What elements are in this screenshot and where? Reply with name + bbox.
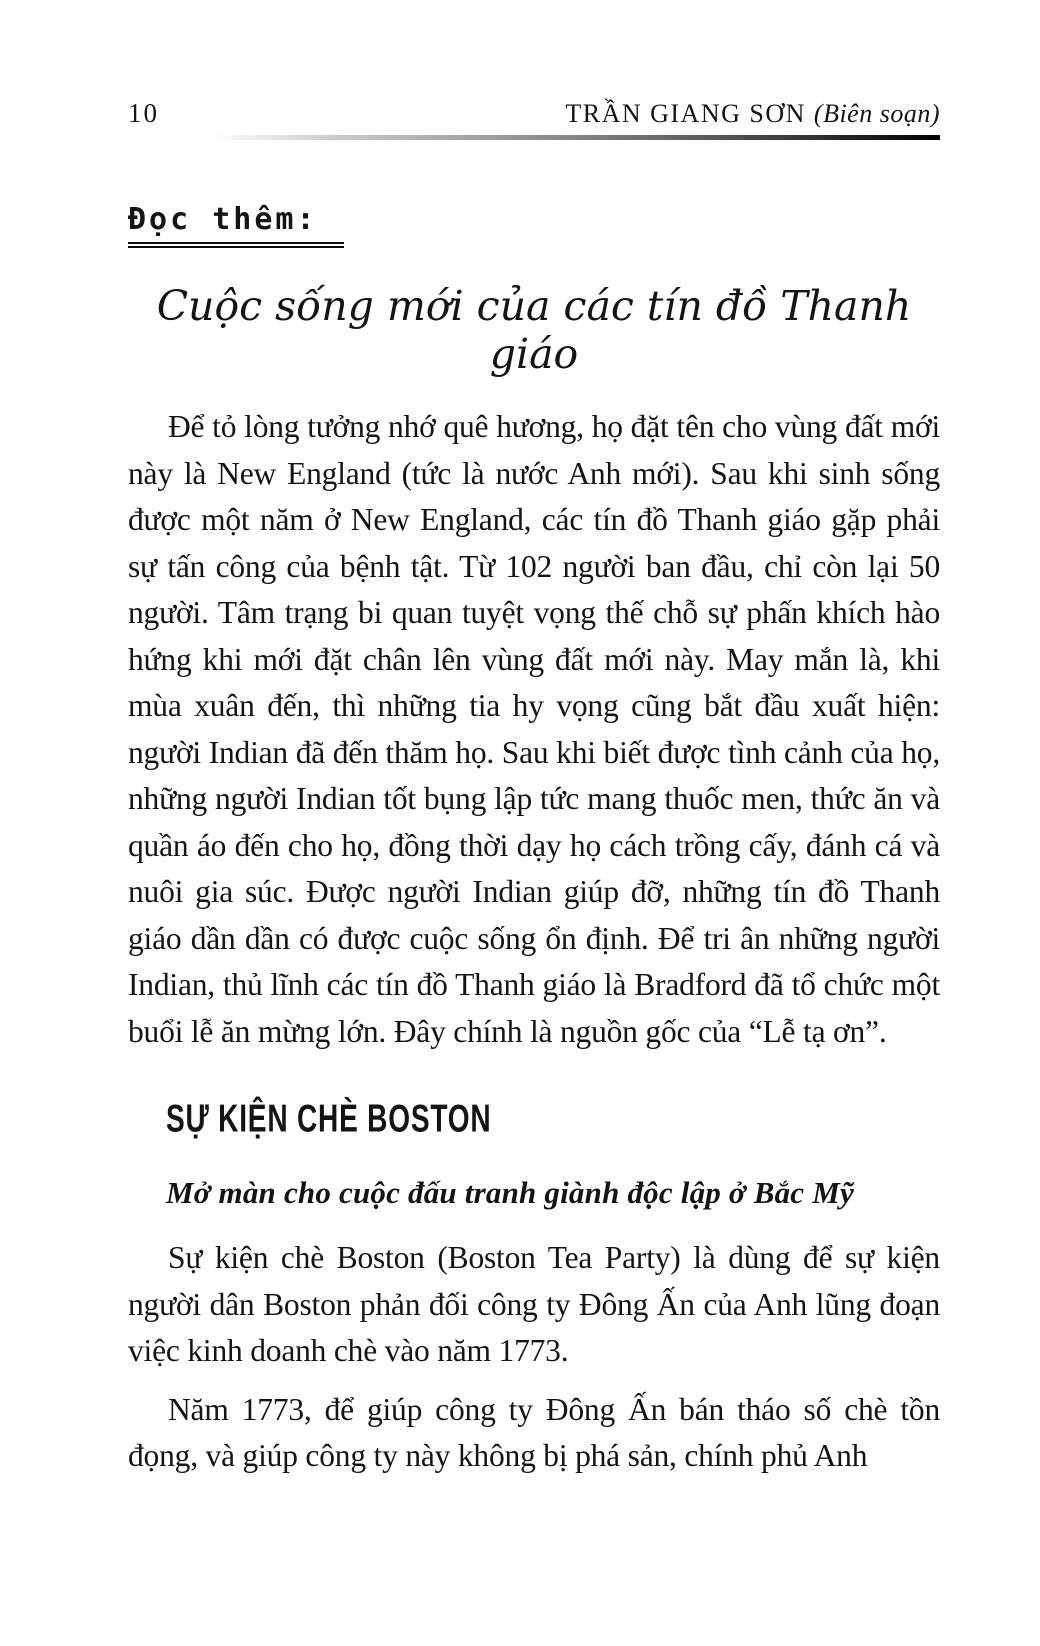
running-header-author: TRẦN GIANG SƠN <box>565 99 814 128</box>
article-paragraph: Để tỏ lòng tưởng nhớ quê hương, họ đặt tên cho vùng đất mới này là New England (tức là nước Anh mới). Sau khi sinh sống được một năm ở New England, các tín đồ Thanh giáo gặp phải sự tấn công của bệnh tật. Từ 102 người ban đầu, chỉ còn lại 50 người. Tâm trạng bi quan tuyệt vọng thế chỗ sự phấn khích hào hứng khi mới đặt chân lên vùng đất mới này. May mắn là, khi mùa xuân đến, thì những tia hy vọng cũng bắt đầu xuất hiện: người Indian đã đến thăm họ. Sau khi biết được tình cảnh của họ, những người Indian tốt bụng lập tức mang thuốc men, thức ăn và quần áo đến cho họ, đồng thời dạy họ cách trồng cấy, đánh cá và nuôi gia súc. Được người Indian giúp đỡ, những tín đồ Thanh giáo dần dần có được cuộc sống ổn định. Để tri ân những người Indian, thủ lĩnh các tín đồ Thanh giáo là Bradford đã tổ chức một buổi lễ ăn mừng lớn. Đây chính là nguồn gốc của “Lễ tạ ơn”. <box>128 409 940 1049</box>
section-paragraph: Năm 1773, để giúp công ty Đông Ấn bán tháo số chè tồn đọng, và giúp công ty này không bị phá sản, chính phủ Anh <box>128 1391 940 1473</box>
section-heading-text: SỰ KIỆN CHÈ BOSTON <box>166 1095 492 1140</box>
header-row <box>128 98 940 129</box>
running-header-role: (Biên soạn) <box>813 99 940 128</box>
running-header <box>565 99 940 129</box>
section-subtitle: Mở màn cho cuộc đấu tranh giành độc lập ở Bắc Mỹ <box>166 1175 854 1210</box>
page-number: 10 <box>128 98 159 128</box>
page-header <box>128 98 940 140</box>
header-rule <box>210 135 940 140</box>
section-paragraph: Sự kiện chè Boston (Boston Tea Party) là dùng để sự kiện người dân Boston phản đối công ty Đông Ấn của Anh lũng đoạn việc kinh doanh chè vào năm 1773. <box>128 1240 940 1368</box>
section-heading <box>166 1095 940 1141</box>
article-title: Cuộc sống mới của các tín đồ Thanh giáo <box>156 282 912 378</box>
read-more-label: Đọc thêm: <box>128 202 344 248</box>
